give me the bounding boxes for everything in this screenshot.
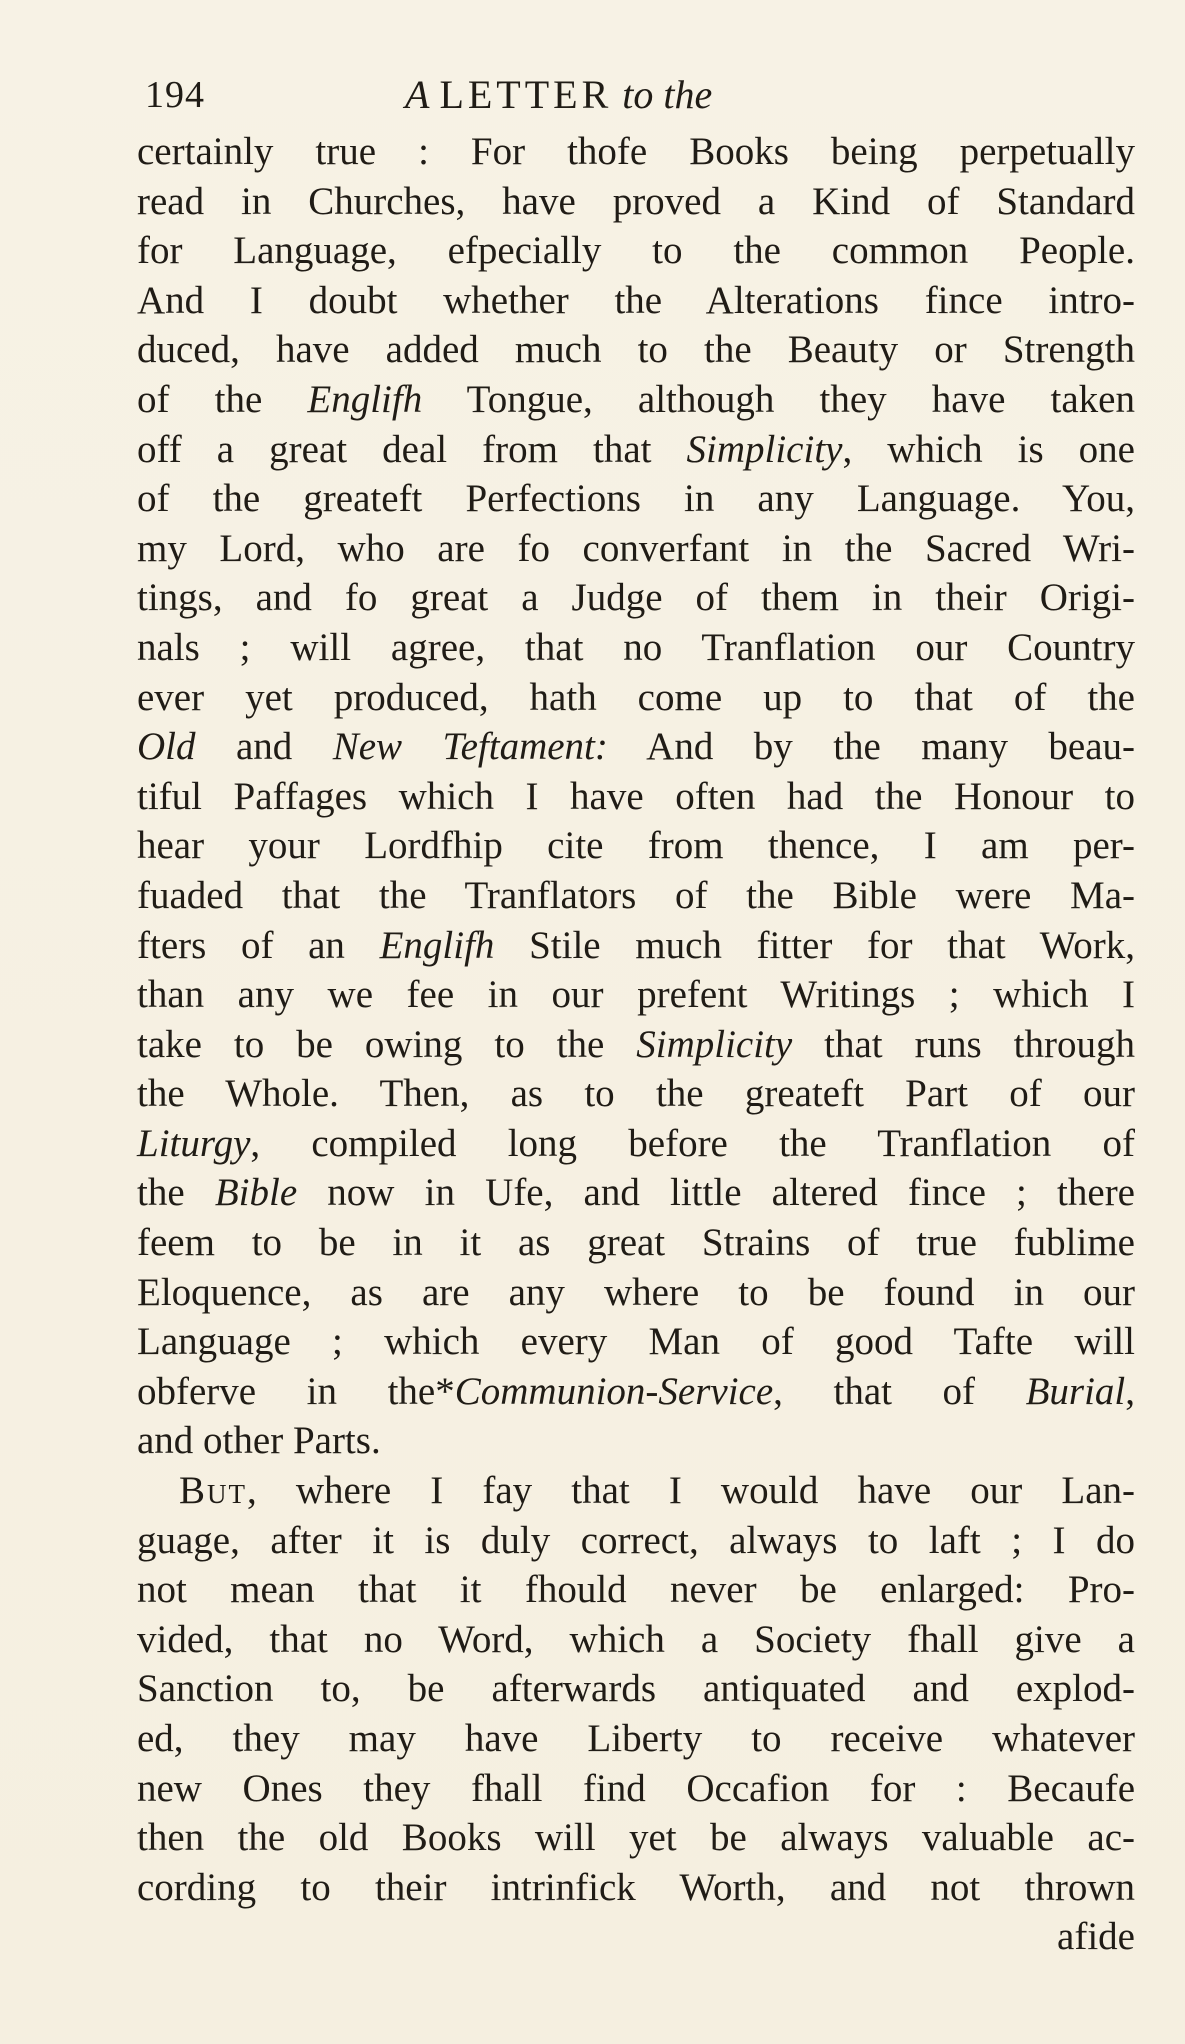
text-segment: new Ones they fhall find Occafion for : Becaufe (137, 1766, 1135, 1810)
text-line (137, 524, 1135, 574)
text-segment: tiful Paffages which I have often had the Honour to (137, 774, 1135, 818)
text-segment: then the old Books will yet be always valuable ac- (137, 1816, 1135, 1860)
text-segment: of the greateft Perfections in any Language. You, (137, 477, 1135, 521)
italic-phrase: Liturgy (137, 1121, 251, 1165)
text-segment: duced, have added much to the Beauty or Strength (137, 328, 1135, 372)
text-line (137, 1912, 1135, 1962)
text-segment: feem to be in it as great Strains of true fublime (137, 1221, 1135, 1265)
text-segment: the (137, 1171, 215, 1215)
text-segment: of the (137, 377, 308, 421)
italic-phrase: Englifh (379, 923, 495, 967)
text-segment: now in Ufe, and little altered fince ; there (297, 1171, 1135, 1215)
page-number: 194 (145, 74, 205, 116)
text-segment: , compiled long before the Tranflation of (250, 1121, 1135, 1165)
text-line (137, 425, 1135, 475)
text-line (137, 573, 1135, 623)
text-line (137, 1218, 1135, 1268)
text-segment: , (1125, 1369, 1136, 1413)
text-segment: guage, after it is duly correct, always to laft ; I do (137, 1518, 1135, 1562)
text-line (137, 1168, 1135, 1218)
text-segment: than any we fee in our prefent Writings ; which I (137, 973, 1135, 1017)
text-line (137, 1664, 1135, 1714)
text-segment: not mean that it fhould never be enlarged: Pro- (137, 1568, 1135, 1612)
text-line (137, 970, 1135, 1020)
text-segment: Language ; which every Man of good Tafte will (137, 1320, 1135, 1364)
text-segment: and (195, 725, 333, 769)
text-line (137, 1565, 1135, 1615)
text-line (137, 276, 1135, 326)
text-segment: Tongue, although they have taken (422, 377, 1135, 421)
text-segment: my Lord, who are fo converfant in the Sacred Wri- (137, 526, 1135, 570)
text-line (137, 177, 1135, 227)
text-segment: hear your Lordfhip cite from thence, I am per- (137, 824, 1135, 868)
running-head-continuation: to the (622, 72, 713, 117)
text-segment: ed, they may have Liberty to receive whatever (137, 1717, 1135, 1760)
italic-phrase: New Teftament: (332, 725, 608, 769)
text-line (137, 1367, 1135, 1417)
running-head-title: LETTER (439, 72, 613, 117)
text-line (137, 1119, 1135, 1169)
text-line (137, 1714, 1135, 1764)
text-segment: off a great deal from that (137, 427, 687, 471)
text-segment: the Whole. Then, as to the greateft Part of our (137, 1072, 1135, 1116)
text-line (137, 1317, 1135, 1367)
italic-phrase: Simplicity (636, 1022, 793, 1066)
text-line (137, 1615, 1135, 1665)
text-segment: fuaded that the Tranflators of the Bible were Ma- (137, 873, 1135, 917)
text-segment: And by the many beau- (607, 725, 1135, 769)
text-segment: cording to their intrinfick Worth, and not thrown (137, 1865, 1135, 1909)
text-line (137, 1416, 1135, 1466)
text-segment: nals ; will agree, that no Tranflation our Country (137, 625, 1135, 669)
text-line (137, 1268, 1135, 1318)
text-line (137, 1863, 1135, 1913)
text-line (137, 375, 1135, 425)
text-segment: for Language, efpecially to the common People. (137, 229, 1135, 273)
text-segment: , that of (773, 1369, 1026, 1413)
text-segment: afide (1057, 1915, 1135, 1959)
text-segment: Stile much fitter for that Work, (494, 923, 1135, 967)
text-segment: And I doubt whether the Alterations fince intro- (137, 278, 1135, 322)
text-segment: that runs through (792, 1022, 1135, 1066)
text-segment: Eloquence, as are any where to be found in our (137, 1270, 1135, 1314)
italic-phrase: Communion-Service (454, 1369, 774, 1413)
text-line (137, 623, 1135, 673)
italic-phrase: Simplicity (686, 427, 843, 471)
text-line (137, 821, 1135, 871)
running-head-article: A (405, 72, 430, 117)
text-segment: obferve in the* (137, 1369, 455, 1413)
text-line (137, 921, 1135, 971)
text-line (137, 1020, 1135, 1070)
page-header (145, 65, 1135, 125)
italic-phrase: Burial (1025, 1369, 1126, 1413)
text-segment: vided, that no Word, which a Society fhall give a (137, 1617, 1135, 1661)
text-line (137, 772, 1135, 822)
text-line (137, 722, 1135, 772)
text-line (137, 1069, 1135, 1119)
text-segment: take to be owing to the (137, 1022, 637, 1066)
italic-phrase: Old (137, 725, 196, 769)
text-segment: , which is one (842, 427, 1135, 471)
small-caps-word: But (179, 1469, 248, 1513)
text-line (137, 1813, 1135, 1863)
text-line (137, 673, 1135, 723)
text-line (137, 1516, 1135, 1566)
text-line (137, 474, 1135, 524)
text-line (137, 871, 1135, 921)
text-line (137, 1764, 1135, 1814)
text-segment: fters of an (137, 923, 380, 967)
text-segment: read in Churches, have proved a Kind of Standard (137, 179, 1135, 223)
text-line (137, 127, 1135, 177)
text-segment: certainly true : For thofe Books being perpetually (137, 130, 1135, 173)
running-head (405, 65, 712, 125)
italic-phrase: Englifh (307, 377, 423, 421)
text-segment: tings, and fo great a Judge of them in their Origi- (137, 576, 1135, 620)
text-line (137, 1466, 1135, 1516)
text-line (137, 325, 1135, 375)
text-segment: , where I fay that I would have our Lan- (247, 1469, 1135, 1513)
text-segment: and other Parts. (137, 1419, 381, 1463)
italic-phrase: Bible (214, 1171, 298, 1215)
body-text (137, 127, 1135, 1962)
text-line (137, 226, 1135, 276)
text-segment: Sanction to, be afterwards antiquated and explod- (137, 1667, 1135, 1711)
text-segment: ever yet produced, hath come up to that of the (137, 675, 1135, 719)
